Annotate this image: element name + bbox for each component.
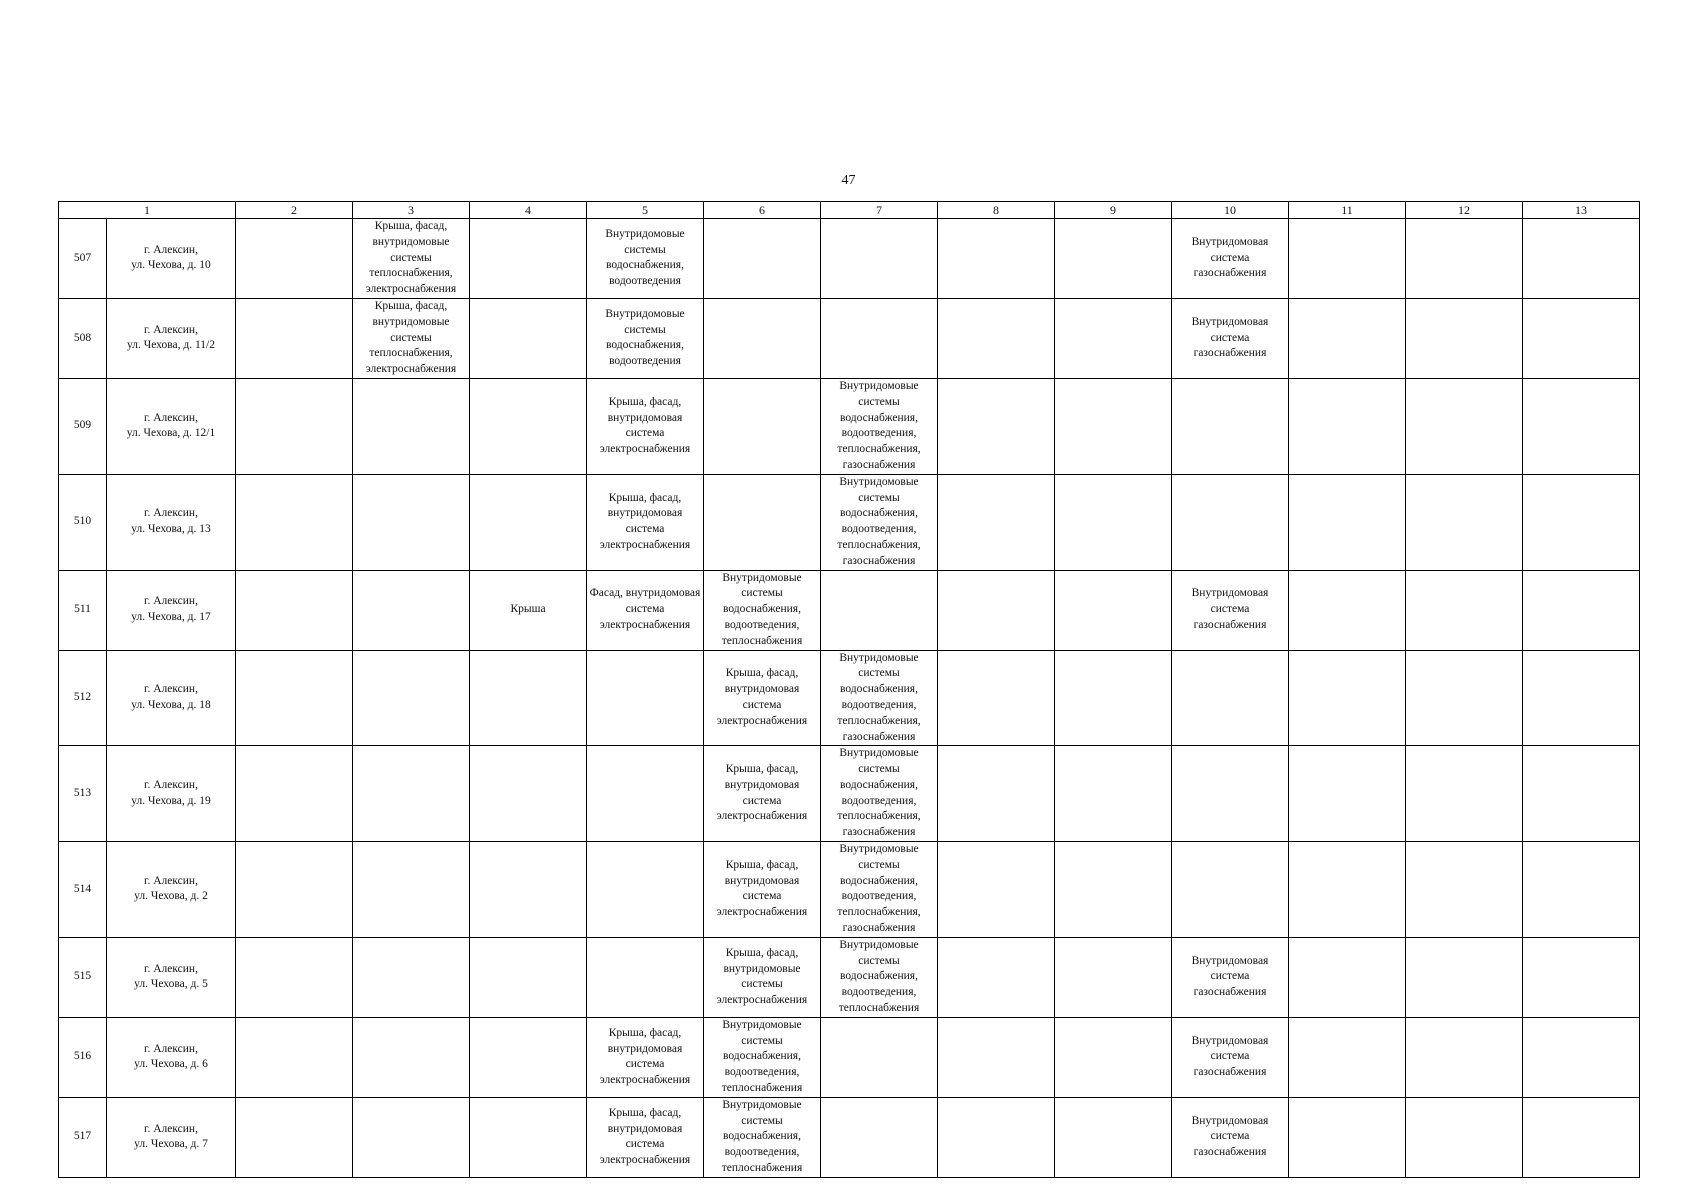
table-row [59, 842, 1640, 938]
column-header: 10 [1172, 202, 1289, 219]
work-cell-col-13 [1523, 298, 1640, 378]
work-text: Крыша, фасад, внутридомовая система электроснабжения [716, 763, 808, 823]
address-street: ул. Чехова, д. 11/2 [127, 339, 215, 352]
table-row [59, 650, 1640, 746]
work-cell-col-12 [1406, 1017, 1523, 1097]
work-cell-col-3 [353, 298, 470, 378]
work-cell-col-7 [821, 378, 938, 474]
page-number: 47 [841, 173, 856, 188]
row-number: 513 [59, 746, 107, 842]
work-cell-col-4 [470, 570, 587, 650]
work-text: Внутридомовые системы водоснабжения, водоотведения [605, 227, 685, 288]
column-header: 12 [1406, 202, 1523, 219]
work-cell-col-11 [1289, 650, 1406, 746]
work-cell-col-9 [1055, 219, 1172, 299]
row-number: 517 [59, 1097, 107, 1177]
table-row [59, 746, 1640, 842]
work-cell-col-5 [587, 650, 704, 746]
work-cell-col-7 [821, 298, 938, 378]
address-cell [107, 474, 236, 570]
work-text: Внутридомовые системы водоснабжения, водоотведения, теплоснабжения, газоснабжения [837, 747, 921, 839]
work-cell-col-13 [1523, 650, 1640, 746]
column-header: 4 [470, 202, 587, 219]
address-street: ул. Чехова, д. 7 [134, 1138, 208, 1151]
work-cell-col-13 [1523, 746, 1640, 842]
work-cell-col-11 [1289, 1097, 1406, 1177]
work-cell-col-5 [587, 1097, 704, 1177]
work-cell-col-8 [938, 746, 1055, 842]
work-cell-col-13 [1523, 842, 1640, 938]
table-row [59, 937, 1640, 1017]
work-text: Внутридомовая система газоснабжения [1191, 954, 1269, 999]
work-cell-col-9 [1055, 474, 1172, 570]
work-cell-col-7 [821, 842, 938, 938]
column-header: 3 [353, 202, 470, 219]
work-text: Крыша, фасад, внутридомовые системы электроснабжения [716, 946, 808, 1007]
work-cell-col-10 [1172, 474, 1289, 570]
address-cell [107, 378, 236, 474]
work-text: Крыша, фасад, внутридомовая система электроснабжения [716, 858, 808, 919]
work-cell-col-7 [821, 937, 938, 1017]
address-cell [107, 842, 236, 938]
address-city: г. Алексин, [144, 778, 198, 791]
address-cell [107, 570, 236, 650]
address-city: г. Алексин, [144, 323, 198, 336]
work-cell-col-3 [353, 842, 470, 938]
address-cell [107, 650, 236, 746]
work-cell-col-6 [704, 650, 821, 746]
work-cell-col-11 [1289, 746, 1406, 842]
work-cell-col-6 [704, 298, 821, 378]
work-cell-col-2 [236, 378, 353, 474]
column-header: 2 [236, 202, 353, 219]
work-cell-col-12 [1406, 842, 1523, 938]
work-cell-col-6 [704, 474, 821, 570]
row-number: 507 [59, 219, 107, 299]
work-cell-col-2 [236, 298, 353, 378]
row-number: 514 [59, 842, 107, 938]
work-cell-col-2 [236, 1017, 353, 1097]
work-text: Крыша, фасад, внутридомовая система электроснабжения [599, 1026, 691, 1087]
work-cell-col-2 [236, 937, 353, 1017]
table-body [59, 219, 1640, 1178]
work-cell-col-3 [353, 1017, 470, 1097]
work-cell-col-10 [1172, 746, 1289, 842]
work-cell-col-8 [938, 1097, 1055, 1177]
address-cell [107, 219, 236, 299]
work-cell-col-6 [704, 219, 821, 299]
work-text: Внутридомовая система газоснабжения [1191, 587, 1269, 631]
work-cell-col-12 [1406, 937, 1523, 1017]
address-city: г. Алексин, [144, 874, 198, 887]
work-cell-col-9 [1055, 1097, 1172, 1177]
address-street: ул. Чехова, д. 18 [131, 698, 211, 711]
work-cell-col-10 [1172, 1097, 1289, 1177]
work-cell-col-7 [821, 1017, 938, 1097]
table-row [59, 1017, 1640, 1097]
work-cell-col-11 [1289, 570, 1406, 650]
address-city: г. Алексин, [144, 243, 198, 256]
table-row [59, 378, 1640, 474]
work-cell-col-2 [236, 570, 353, 650]
work-cell-col-8 [938, 650, 1055, 746]
work-cell-col-2 [236, 842, 353, 938]
work-cell-col-5 [587, 937, 704, 1017]
address-city: г. Алексин, [144, 411, 198, 424]
work-cell-col-7 [821, 219, 938, 299]
work-text: Фасад, внутридомовая система электроснабжения [589, 587, 701, 631]
work-cell-col-4 [470, 1097, 587, 1177]
work-cell-col-8 [938, 1017, 1055, 1097]
address-street: ул. Чехова, д. 2 [134, 890, 208, 903]
work-cell-col-11 [1289, 474, 1406, 570]
work-cell-col-8 [938, 219, 1055, 299]
work-text: Внутридомовые системы водоснабжения, водоотведения, теплоснабжения [721, 571, 803, 647]
work-cell-col-8 [938, 298, 1055, 378]
work-cell-col-8 [938, 378, 1055, 474]
work-cell-col-9 [1055, 378, 1172, 474]
work-cell-col-2 [236, 650, 353, 746]
work-text: Внутридомовая система газоснабжения [1191, 1034, 1269, 1079]
work-cell-col-10 [1172, 842, 1289, 938]
table-row [59, 1097, 1640, 1177]
row-number: 509 [59, 378, 107, 474]
work-cell-col-11 [1289, 842, 1406, 938]
column-header: 6 [704, 202, 821, 219]
work-cell-col-9 [1055, 746, 1172, 842]
work-cell-col-5 [587, 842, 704, 938]
work-cell-col-9 [1055, 650, 1172, 746]
work-cell-col-3 [353, 219, 470, 299]
work-cell-col-12 [1406, 298, 1523, 378]
work-text: Крыша, фасад, внутридомовая система электроснабжения [716, 667, 808, 727]
address-city: г. Алексин, [144, 1042, 198, 1055]
work-text: Внутридомовые системы водоснабжения, водоотведения, теплоснабжения, газоснабжения [837, 379, 921, 471]
work-cell-col-4 [470, 650, 587, 746]
row-number: 508 [59, 298, 107, 378]
work-text: Внутридомовая система газоснабжения [1191, 235, 1269, 280]
work-cell-col-13 [1523, 1097, 1640, 1177]
work-cell-col-11 [1289, 378, 1406, 474]
work-cell-col-5 [587, 746, 704, 842]
work-cell-col-9 [1055, 842, 1172, 938]
work-cell-col-10 [1172, 650, 1289, 746]
work-cell-col-10 [1172, 1017, 1289, 1097]
column-header: 8 [938, 202, 1055, 219]
table-row [59, 570, 1640, 650]
work-text: Внутридомовые системы водоснабжения, водоотведения [605, 307, 685, 368]
work-cell-col-4 [470, 474, 587, 570]
row-number: 512 [59, 650, 107, 746]
work-cell-col-10 [1172, 570, 1289, 650]
column-header: 7 [821, 202, 938, 219]
address-street: ул. Чехова, д. 17 [131, 611, 211, 624]
work-cell-col-4 [470, 378, 587, 474]
work-cell-col-6 [704, 1017, 821, 1097]
work-cell-col-5 [587, 298, 704, 378]
work-cell-col-4 [470, 937, 587, 1017]
address-city: г. Алексин, [144, 595, 198, 608]
work-text: Внутридомовые системы водоснабжения, водоотведения, теплоснабжения, газоснабжения [837, 475, 921, 567]
work-cell-col-12 [1406, 746, 1523, 842]
work-cell-col-12 [1406, 570, 1523, 650]
work-cell-col-10 [1172, 298, 1289, 378]
work-cell-col-10 [1172, 378, 1289, 474]
work-text: Крыша, фасад, внутридомовая система электроснабжения [599, 1106, 691, 1167]
work-cell-col-13 [1523, 219, 1640, 299]
work-cell-col-10 [1172, 219, 1289, 299]
address-city: г. Алексин, [144, 962, 198, 975]
work-cell-col-6 [704, 378, 821, 474]
table-row [59, 219, 1640, 299]
row-number: 516 [59, 1017, 107, 1097]
work-cell-col-5 [587, 219, 704, 299]
work-text: Внутридомовые системы водоснабжения, водоотведения, теплоснабжения [721, 1098, 803, 1175]
work-cell-col-4 [470, 298, 587, 378]
work-cell-col-4 [470, 1017, 587, 1097]
row-number: 510 [59, 474, 107, 570]
work-cell-col-3 [353, 474, 470, 570]
work-cell-col-3 [353, 1097, 470, 1177]
work-cell-col-9 [1055, 1017, 1172, 1097]
work-cell-col-4 [470, 219, 587, 299]
work-cell-col-13 [1523, 1017, 1640, 1097]
column-header: 13 [1523, 202, 1640, 219]
work-text: Внутридомовая система газоснабжения [1191, 1114, 1269, 1159]
address-cell [107, 1097, 236, 1177]
work-cell-col-6 [704, 746, 821, 842]
work-cell-col-13 [1523, 937, 1640, 1017]
work-cell-col-2 [236, 746, 353, 842]
work-cell-col-8 [938, 570, 1055, 650]
work-cell-col-12 [1406, 650, 1523, 746]
address-street: ул. Чехова, д. 10 [131, 259, 211, 272]
row-number: 515 [59, 937, 107, 1017]
work-text: Внутридомовые системы водоснабжения, водоотведения, теплоснабжения [721, 1018, 803, 1095]
work-text: Внутридомовые системы водоснабжения, водоотведения, теплоснабжения, газоснабжения [837, 651, 921, 743]
column-header: 9 [1055, 202, 1172, 219]
work-cell-col-6 [704, 842, 821, 938]
column-header: 1 [59, 202, 236, 219]
work-cell-col-11 [1289, 937, 1406, 1017]
work-text: Крыша, фасад, внутридомовые системы теплоснабжения, электроснабжения [365, 299, 457, 376]
work-cell-col-7 [821, 1097, 938, 1177]
work-cell-col-6 [704, 937, 821, 1017]
address-cell [107, 1017, 236, 1097]
column-header: 11 [1289, 202, 1406, 219]
work-cell-col-8 [938, 474, 1055, 570]
work-cell-col-11 [1289, 219, 1406, 299]
work-cell-col-6 [704, 570, 821, 650]
work-cell-col-12 [1406, 1097, 1523, 1177]
header-row [59, 202, 1640, 219]
work-cell-col-7 [821, 650, 938, 746]
work-cell-col-3 [353, 746, 470, 842]
work-cell-col-7 [821, 474, 938, 570]
work-cell-col-3 [353, 650, 470, 746]
work-cell-col-7 [821, 570, 938, 650]
work-cell-col-9 [1055, 570, 1172, 650]
work-cell-col-11 [1289, 1017, 1406, 1097]
work-cell-col-8 [938, 937, 1055, 1017]
column-header: 5 [587, 202, 704, 219]
table-row [59, 474, 1640, 570]
work-text: Внутридомовые системы водоснабжения, водоотведения, теплоснабжения [838, 938, 920, 1015]
work-cell-col-12 [1406, 219, 1523, 299]
address-cell [107, 937, 236, 1017]
work-cell-col-12 [1406, 378, 1523, 474]
work-cell-col-13 [1523, 474, 1640, 570]
work-cell-col-6 [704, 1097, 821, 1177]
work-cell-col-4 [470, 842, 587, 938]
address-street: ул. Чехова, д. 13 [131, 523, 211, 536]
work-cell-col-13 [1523, 570, 1640, 650]
work-text: Внутридомовые системы водоснабжения, водоотведения, теплоснабжения, газоснабжения [837, 843, 921, 935]
work-cell-col-13 [1523, 378, 1640, 474]
work-text: Крыша, фасад, внутридомовая система электроснабжения [599, 491, 691, 551]
row-number: 511 [59, 570, 107, 650]
work-cell-col-5 [587, 1017, 704, 1097]
work-cell-col-2 [236, 1097, 353, 1177]
address-city: г. Алексин, [144, 507, 198, 520]
work-text: Внутридомовая система газоснабжения [1191, 315, 1269, 360]
work-cell-col-11 [1289, 298, 1406, 378]
work-cell-col-9 [1055, 298, 1172, 378]
address-city: г. Алексин, [144, 683, 198, 696]
work-cell-col-3 [353, 937, 470, 1017]
work-text: Крыша, фасад, внутридомовая система электроснабжения [599, 395, 691, 456]
repair-schedule-table [58, 201, 1640, 1178]
work-cell-col-2 [236, 219, 353, 299]
work-cell-col-9 [1055, 937, 1172, 1017]
work-text: Крыша [510, 603, 546, 616]
work-cell-col-3 [353, 570, 470, 650]
work-cell-col-7 [821, 746, 938, 842]
work-cell-col-12 [1406, 474, 1523, 570]
address-cell [107, 298, 236, 378]
work-cell-col-5 [587, 474, 704, 570]
work-cell-col-5 [587, 378, 704, 474]
table-row [59, 298, 1640, 378]
work-cell-col-4 [470, 746, 587, 842]
work-cell-col-10 [1172, 937, 1289, 1017]
address-street: ул. Чехова, д. 19 [131, 794, 211, 807]
address-street: ул. Чехова, д. 12/1 [126, 427, 216, 440]
work-cell-col-8 [938, 842, 1055, 938]
work-cell-col-5 [587, 570, 704, 650]
address-cell [107, 746, 236, 842]
address-city: г. Алексин, [144, 1122, 198, 1135]
work-text: Крыша, фасад, внутридомовые системы теплоснабжения, электроснабжения [365, 220, 457, 296]
address-street: ул. Чехова, д. 5 [134, 978, 208, 991]
work-cell-col-2 [236, 474, 353, 570]
address-street: ул. Чехова, д. 6 [134, 1058, 208, 1071]
work-cell-col-3 [353, 378, 470, 474]
